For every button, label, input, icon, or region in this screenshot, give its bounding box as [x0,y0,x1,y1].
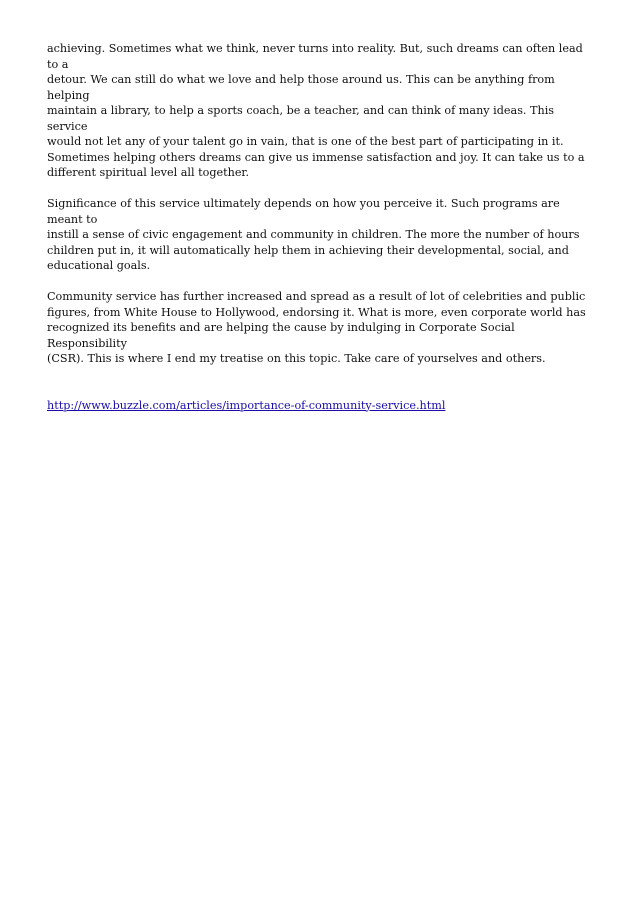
source-link-line [47,382,593,413]
paragraph-community-service: Community service has further increased and spread as a result of lot of celebrities and public figures, from White House to Hollywood, endorsing it. What is more, even corporate world has recognized its benefits and are helping the cause by indulging in Corporate Social Responsibility (CSR). This is where I end my treatise on this topic. Take care of yourselves and others. [47,290,586,365]
paragraph-significance: Significance of this service ultimately depends on how you perceive it. Such programs are meant to instill a sense of civic engagement and community in children. The more the number of hours children put in, it will automatically help them in achieving their developmental, social, and educational goals. [47,197,580,272]
document-page [47,41,593,429]
source-link[interactable]: http://www.buzzle.com/articles/importance-of-community-service.html [47,398,446,412]
paragraph-dreams: achieving. Sometimes what we think, never turns into reality. But, such dreams can often lead to a detour. We can still do what we love and help those around us. This can be anything from helping maintain a library, to help a sports coach, be a teacher, and can think of many ideas. This service would not let any of your talent go in vain, that is one of the best part of participating in it. Sometimes helping others dreams can give us immense satisfaction and joy. It can take us to a different spiritual level all together. [47,42,585,179]
